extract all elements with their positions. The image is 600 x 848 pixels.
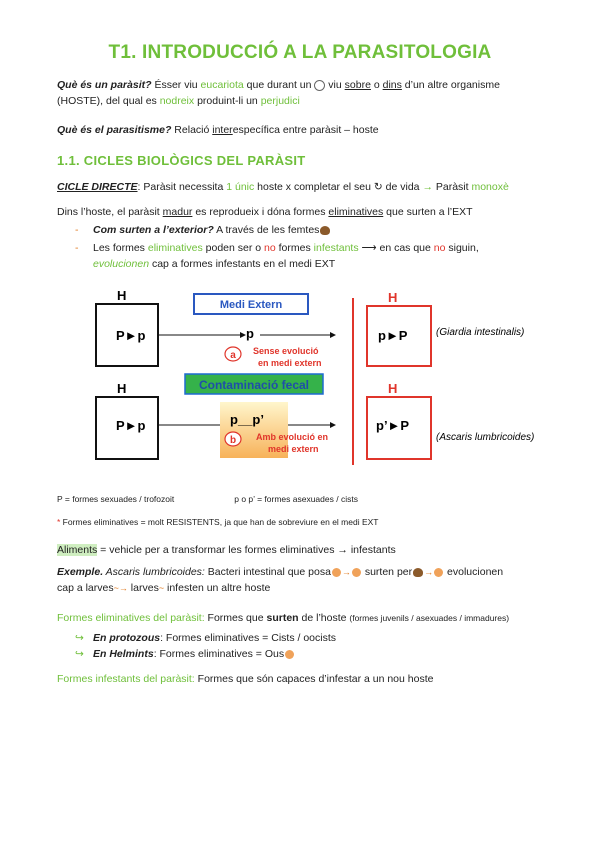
paragraph-dins-hoste: Dins l’hoste, el paràsit madur es reprodueix i dóna formes eliminatives que surten a l’EXT [57, 206, 473, 218]
host-content-top: P►p [116, 328, 146, 343]
paragraph-cicle-directe: CICLE DIRECTE: Paràsit necessita 1 únic hoste x completar el seu ↻ de vida → Paràsit monoxè [57, 181, 509, 193]
page-title: T1. INTRODUCCIÓ A LA PARASITOLOGIA [108, 42, 492, 63]
egg-icon [434, 568, 443, 577]
egg-icon [332, 568, 341, 577]
paragraph-parasitism: Què és el parasitisme? Relació interespecífica entre paràsit – hoste [57, 124, 379, 136]
paragraph-aliments: Aliments = vehicle per a transformar les formes eliminatives → infestants [57, 544, 396, 556]
amb-evolucio-2: medi extern [268, 444, 319, 454]
contaminacio-fecal-label: Contaminació fecal [198, 378, 310, 392]
host-label-right-bottom: H [388, 381, 398, 396]
paragraph-formes-eliminatives: Formes eliminatives del paràsit: Formes que surten de l’hoste (formes juvenils / asexuades / immadures) [57, 612, 510, 624]
arrow-icon: ⟶ [358, 242, 380, 254]
question-label: Què és un paràsit? [57, 79, 152, 91]
paragraph-exemple: Exemple. Ascaris lumbricoides: Bacteri intestinal que posa → surten per → evolucionen cap a larves~→ larves~ infesten un altre hoste [57, 566, 504, 594]
amb-evolucio-1: Amb evolució en [256, 432, 329, 442]
clock-icon [314, 80, 325, 91]
arrow-head [330, 422, 336, 428]
egg-icon [352, 568, 361, 577]
return-arrow-icon: ↪ [75, 632, 84, 644]
sub-protozous: ↪ En protozous: Formes eliminatives = Cists / oocists [75, 632, 336, 644]
svg-text:b: b [229, 435, 237, 446]
example-ascaris: (Ascaris lumbricoides) [436, 432, 535, 443]
arrow-icon: → [422, 181, 433, 193]
bullet-surten-exterior: - Com surten a l’exterior? A través de les femtes [75, 222, 331, 238]
life-cycle-diagram [90, 280, 550, 475]
medi-extern-label: Medi Extern [219, 299, 283, 311]
return-arrow-icon: ↪ [75, 648, 84, 660]
paragraph-what-is-parasite: Què és un paràsit? Ésser viu eucariota que durant un viu sobre o dins d’un altre organisme (HOSTE), del qual es nodreix produint-li un perjudici [57, 79, 500, 107]
host-content-right-bottom: p’►P [376, 418, 410, 433]
diagram-legend: P = formes sexuades / trofozoit p o p’ = formes asexuades / cists [57, 494, 358, 504]
host-label-bottom: H [117, 381, 127, 396]
poop-icon [413, 568, 423, 577]
worm-icon: ~ [158, 583, 165, 593]
sub-helmints: ↪ En Helmints: Formes eliminatives = Ous [75, 646, 295, 662]
resistance-note: * Formes eliminatives = molt RESISTENTS, ja que han de sobreviure en el medi EXT [57, 517, 379, 527]
host-content-right-top: p►P [378, 328, 408, 343]
egg-icon [285, 650, 294, 659]
svg-text:a: a [230, 350, 236, 361]
paragraph-formes-infestants: Formes infestants del paràsit: Formes que són capaces d’infestar a un nou hoste [57, 673, 434, 685]
host-content-bottom: P►p [116, 418, 146, 433]
highlight-eucariota: eucariota [200, 79, 244, 91]
cycle-icon: ↻ [373, 181, 383, 193]
poop-icon [320, 226, 330, 235]
arrow-head [330, 332, 336, 338]
pp-prime-label: p__p’ [230, 412, 264, 427]
host-label-top: H [117, 288, 127, 303]
section-heading: 1.1. CICLES BIOLÒGICS DEL PARÀSIT [57, 153, 306, 168]
example-giardia: (Giardia intestinalis) [436, 327, 525, 338]
sense-evolucio-2: en medi extern [258, 358, 322, 368]
worm-icon: ~ [113, 583, 119, 593]
bullet-formes-eliminatives: - Les formes eliminatives poden ser o no formes infestants ⟶ en cas que no siguin, evolucionen cap a formes infestants en el medi EXT [75, 242, 479, 270]
sense-evolucio-1: Sense evolució [253, 346, 319, 356]
p-label: p [246, 326, 254, 341]
host-label-right-top: H [388, 290, 398, 305]
